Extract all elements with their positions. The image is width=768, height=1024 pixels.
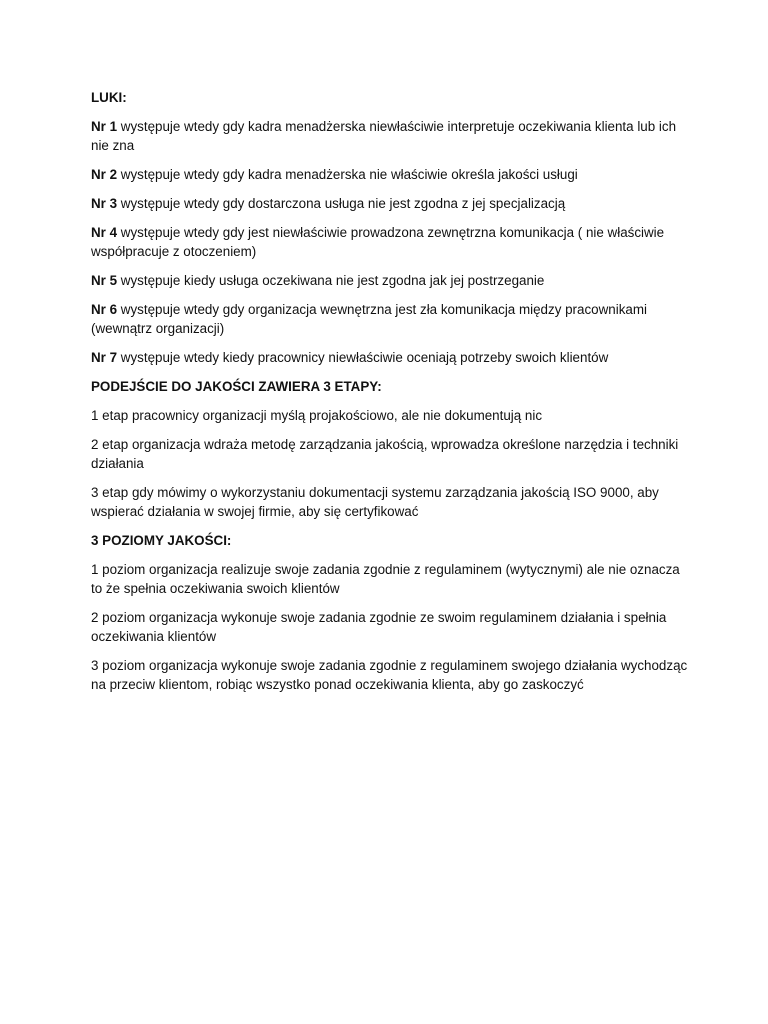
poziom-item-3: 3 poziom organizacja wykonuje swoje zadania zgodnie z regulaminem swojego działania wychodząc na przeciw klientom, robiąc wszystko ponad oczekiwania klienta, aby go zaskoczyć xyxy=(91,658,688,692)
etap-item-1: 1 etap pracownicy organizacji myślą projakościowo, ale nie dokumentują nic xyxy=(91,408,543,423)
luka-text: występuje wtedy gdy jest niewłaściwie prowadzona zewnętrzna komunikacja ( nie właściwie współpracuje z otoczeniem) xyxy=(91,225,665,259)
poziom-item-1: 1 poziom organizacja realizuje swoje zadania zgodnie z regulaminem (wytycznymi) ale nie oznacza to że spełnia oczekiwania swoich klientów xyxy=(91,562,680,596)
luka-item-7 xyxy=(91,348,691,367)
luka-item-2 xyxy=(91,165,691,184)
luka-text: występuje wtedy kiedy pracownicy niewłaściwie oceniają potrzeby swoich klientów xyxy=(117,350,609,365)
luka-item-1 xyxy=(91,117,691,155)
luka-text: występuje wtedy gdy organizacja wewnętrzna jest zła komunikacja między pracownikami (wewnątrz organizacji) xyxy=(91,302,647,336)
section-heading-etapy: PODEJŚCIE DO JAKOŚCI ZAWIERA 3 ETAPY: xyxy=(91,379,382,394)
luka-item-3 xyxy=(91,194,691,213)
luka-label: Nr 4 xyxy=(91,225,118,240)
luka-label: Nr 2 xyxy=(91,167,118,182)
luka-item-6 xyxy=(91,300,691,338)
luka-text: występuje wtedy gdy dostarczona usługa nie jest zgodna z jej specjalizacją xyxy=(117,196,566,211)
section-heading-luki: LUKI: xyxy=(91,90,127,105)
etap-item-3: 3 etap gdy mówimy o wykorzystaniu dokumentacji systemu zarządzania jakością ISO 9000, aby wspierać działania w swojej firmie, aby się certyfikować xyxy=(91,485,659,519)
luka-label: Nr 5 xyxy=(91,273,118,288)
section-heading-poziomy: 3 POZIOMY JAKOŚCI: xyxy=(91,533,232,548)
luka-label: Nr 3 xyxy=(91,196,118,211)
luka-text: występuje kiedy usługa oczekiwana nie jest zgodna jak jej postrzeganie xyxy=(117,273,545,288)
document-page xyxy=(91,88,691,704)
luka-item-5 xyxy=(91,271,691,290)
etap-item-2: 2 etap organizacja wdraża metodę zarządzania jakością, wprowadza określone narzędzia i techniki działania xyxy=(91,437,679,471)
luka-text: występuje wtedy gdy kadra menadżerska nie właściwie określa jakości usługi xyxy=(117,167,578,182)
luka-text: występuje wtedy gdy kadra menadżerska niewłaściwie interpretuje oczekiwania klienta lub ich nie zna xyxy=(91,119,677,153)
luka-label: Nr 6 xyxy=(91,302,118,317)
luka-item-4 xyxy=(91,223,691,261)
luka-label: Nr 7 xyxy=(91,350,118,365)
poziom-item-2: 2 poziom organizacja wykonuje swoje zadania zgodnie ze swoim regulaminem działania i spełnia oczekiwania klientów xyxy=(91,610,667,644)
luka-label: Nr 1 xyxy=(91,119,118,134)
